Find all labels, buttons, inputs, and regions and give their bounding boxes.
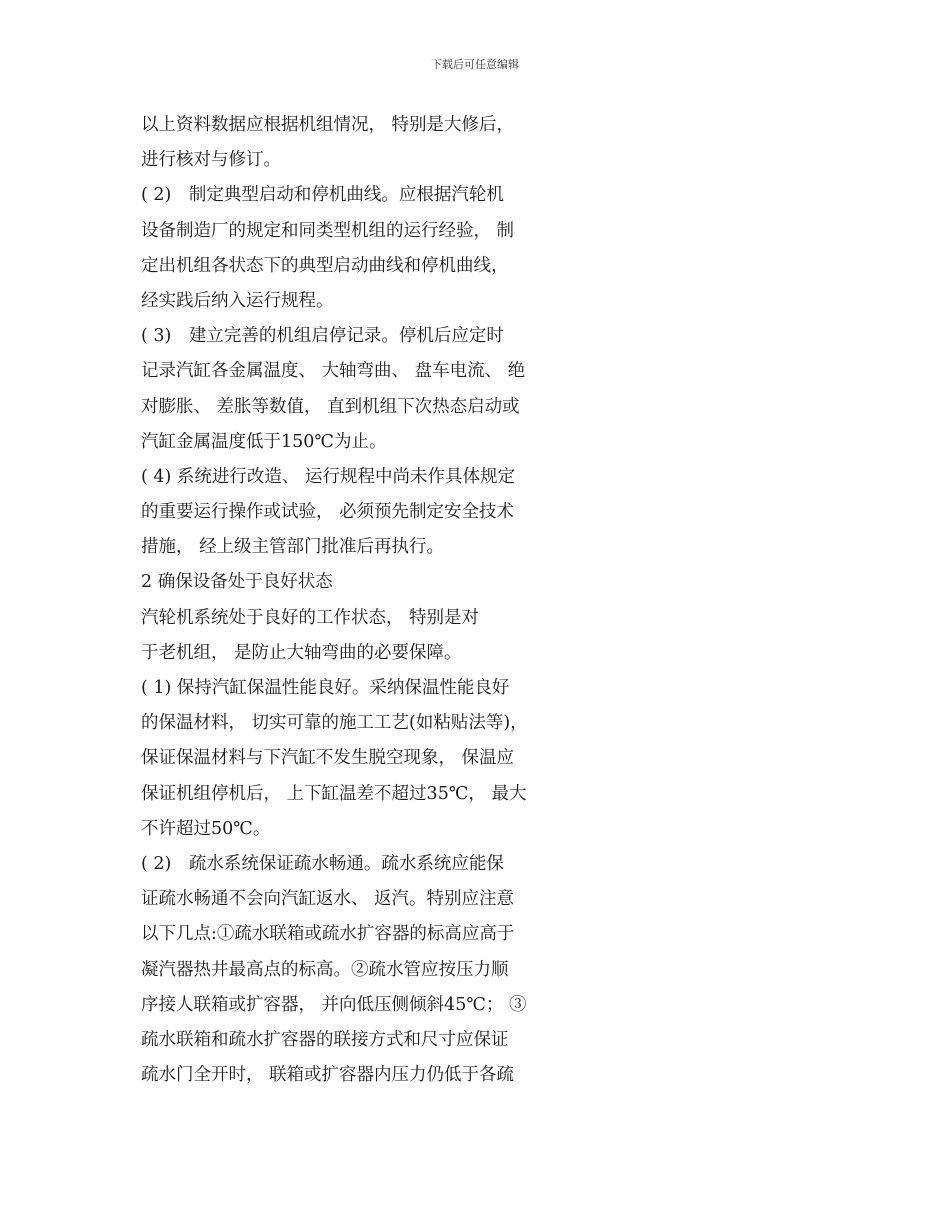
text-line: 不许超过50℃。 xyxy=(141,818,271,839)
text-line: 的保温材料， 切实可靠的施工工艺(如粘贴法等)， xyxy=(141,713,528,734)
text-line: 凝汽器热井最高点的标高。②疏水管应按压力顺 xyxy=(141,959,509,980)
text-line: 对膨胀、 差胀等数值， 直到机组下次热态启动或 xyxy=(141,396,520,417)
text-line: 以上资料数据应根据机组情况， 特别是大修后， xyxy=(141,115,515,135)
text-line: 设备制造厂的规定和同类型机组的运行经验， 制 xyxy=(141,220,515,241)
text-line: 以下几点:①疏水联箱或疏水扩容器的标高应高于 xyxy=(141,924,515,945)
text-line: 进行核对与修订。 xyxy=(141,150,281,171)
text-line: ( 2) 制定典型启动和停机曲线。应根据汽轮机 xyxy=(141,185,504,206)
text-line: 疏水联箱和疏水扩容器的联接方式和尺寸应保证 xyxy=(141,1029,509,1050)
text-line: ( 3) 建立完善的机组启停记录。停机后应定时 xyxy=(141,326,504,347)
text-line: 的重要运行操作或试验， 必须预先制定安全技术 xyxy=(141,502,515,523)
text-line: 证疏水畅通不会向汽缸返水、 返汽。特别应注意 xyxy=(141,889,515,910)
text-line: ( 4) 系统进行改造、 运行规程中尚未作具体规定 xyxy=(141,466,515,487)
text-line: 措施， 经上级主管部门批准后再执行。 xyxy=(141,537,445,558)
text-line: 保证保温材料与下汽缸不发生脱空现象， 保温应 xyxy=(141,748,515,769)
text-line: 汽缸金属温度低于150℃为止。 xyxy=(141,431,387,452)
text-line: 汽轮机系统处于良好的工作状态， 特别是对 xyxy=(141,607,480,628)
text-line: 疏水门全开时， 联箱或扩容器内压力仍低于各疏 xyxy=(141,1065,515,1086)
document-body xyxy=(141,108,581,1093)
text-line: 于老机组， 是防止大轴弯曲的必要保障。 xyxy=(141,642,462,663)
page-header: 下载后可任意编辑 xyxy=(431,58,519,71)
text-line: 定出机组各状态下的典型启动曲线和停机曲线， xyxy=(141,255,509,276)
text-line: 记录汽缸各金属温度、 大轴弯曲、 盘车电流、 绝 xyxy=(141,361,526,382)
text-line: ( 2) 疏水系统保证疏水畅通。疏水系统应能保 xyxy=(141,853,504,874)
text-line: ( 1) 保持汽缸保温性能良好。采纳保温性能良好 xyxy=(141,678,510,698)
text-line: 序接人联箱或扩容器， 并向低压侧倾斜45℃； ③ xyxy=(141,994,527,1015)
text-line: 保证机组停机后， 上下缸温差不超过35℃， 最大 xyxy=(141,783,527,804)
section-heading: 2 确保设备处于良好状态 xyxy=(141,572,333,593)
text-line: 经实践后纳入运行规程。 xyxy=(141,290,334,311)
